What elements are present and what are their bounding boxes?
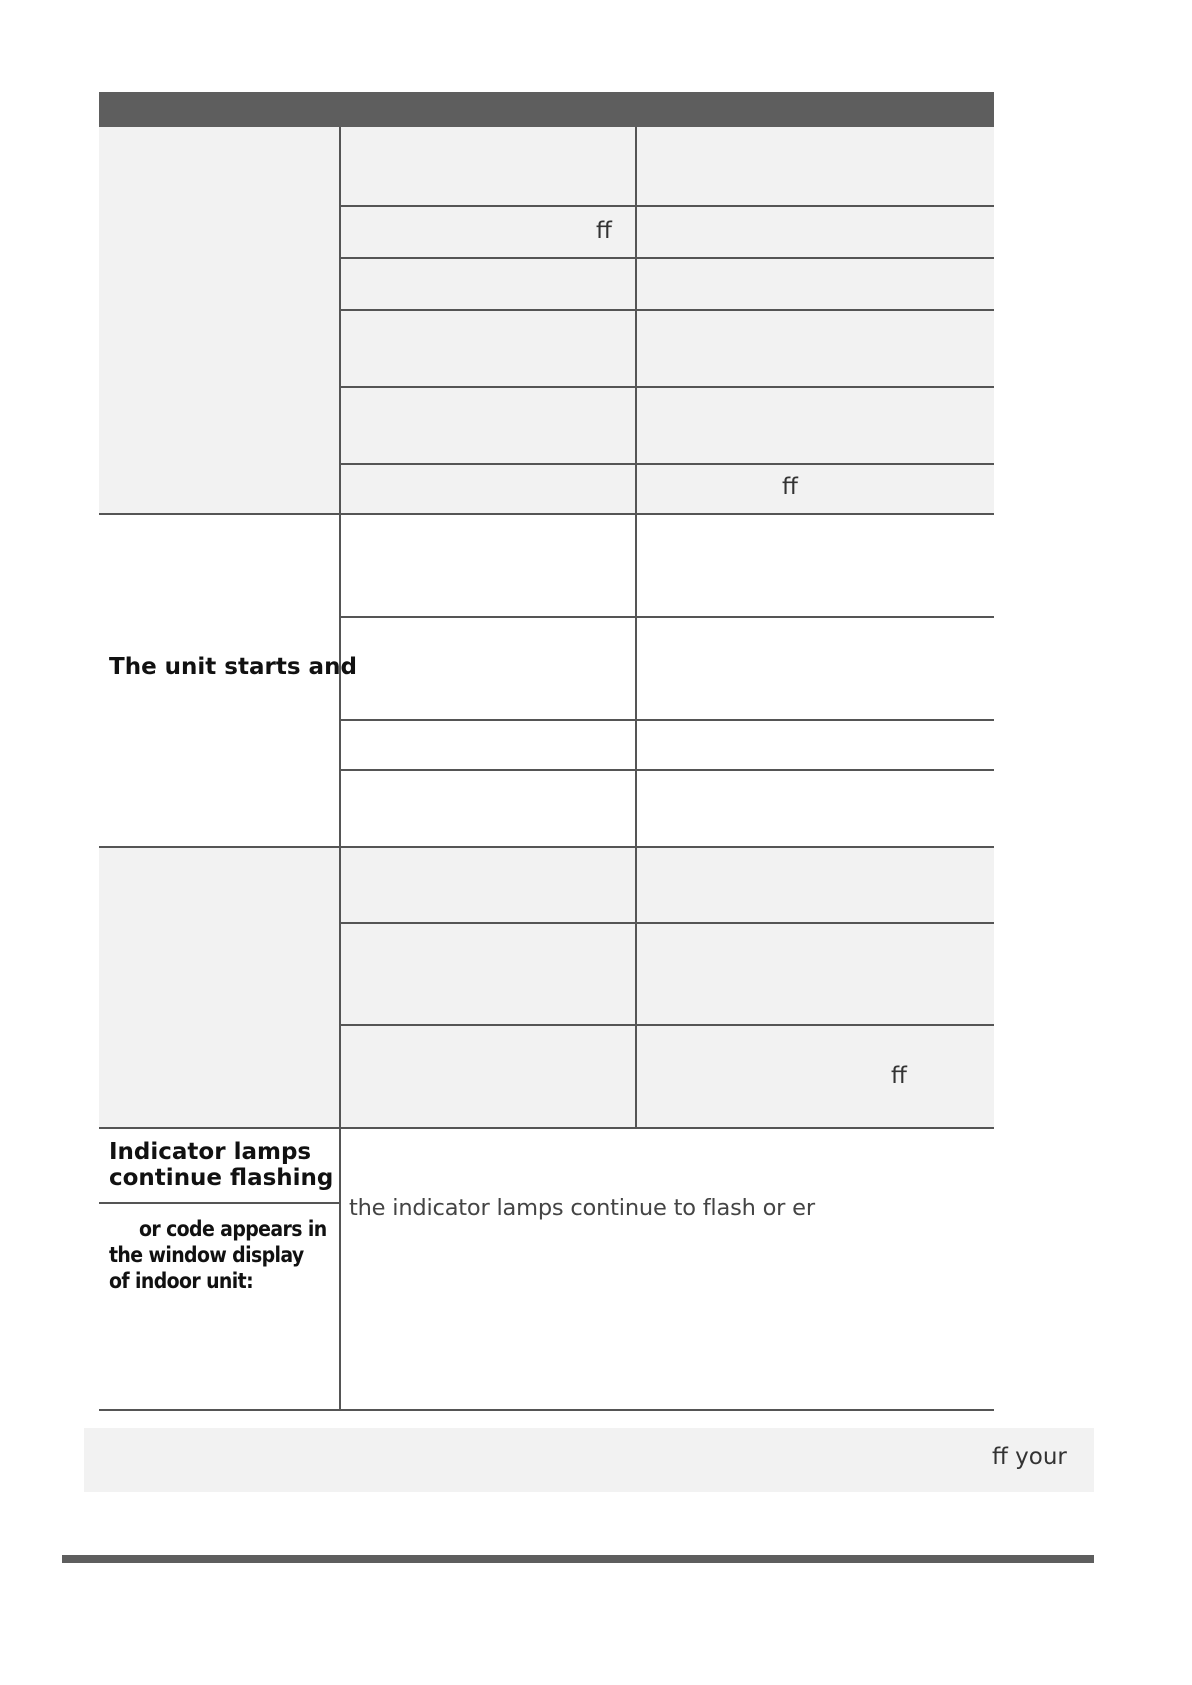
problem-label-line: Indicator lamps xyxy=(109,1139,312,1165)
row-1-divider xyxy=(339,386,994,388)
error-label-line: the window display xyxy=(109,1243,304,1267)
row-divider xyxy=(99,513,994,515)
row-3-divider xyxy=(339,922,994,924)
error-label-line: or code appears in xyxy=(139,1217,327,1241)
table-header xyxy=(99,92,994,127)
row-4-label-divider xyxy=(99,1202,339,1204)
row-2-divider xyxy=(339,769,994,771)
column-divider-2 xyxy=(635,127,637,1128)
row-divider xyxy=(99,846,994,848)
row-1-divider xyxy=(339,205,994,207)
error-label xyxy=(109,1216,327,1294)
cell-fragment: ff xyxy=(596,218,612,244)
table-bottom-border xyxy=(99,1409,994,1411)
problem-label: The unit starts and xyxy=(109,654,357,680)
cell-fragment: ff xyxy=(782,474,798,500)
row-1-divider xyxy=(339,257,994,259)
error-label-line: of indoor unit: xyxy=(109,1269,254,1293)
row-1-divider xyxy=(339,463,994,465)
row-1-divider xyxy=(339,309,994,311)
problem-label-line: continue flashing xyxy=(109,1165,334,1191)
solution-text: the indicator lamps continue to flash or er xyxy=(349,1195,815,1221)
row-3-divider xyxy=(339,1024,994,1026)
table-row-1-background xyxy=(99,127,994,514)
footer-rule xyxy=(62,1555,1094,1563)
note-box xyxy=(84,1428,1094,1492)
table-row-3-background xyxy=(99,847,994,1128)
problem-label xyxy=(109,1139,333,1191)
note-fragment: ff your xyxy=(992,1444,1067,1470)
row-divider xyxy=(99,1127,994,1129)
row-2-divider xyxy=(339,616,994,618)
cell-fragment: ff xyxy=(891,1063,907,1089)
row-2-divider xyxy=(339,719,994,721)
